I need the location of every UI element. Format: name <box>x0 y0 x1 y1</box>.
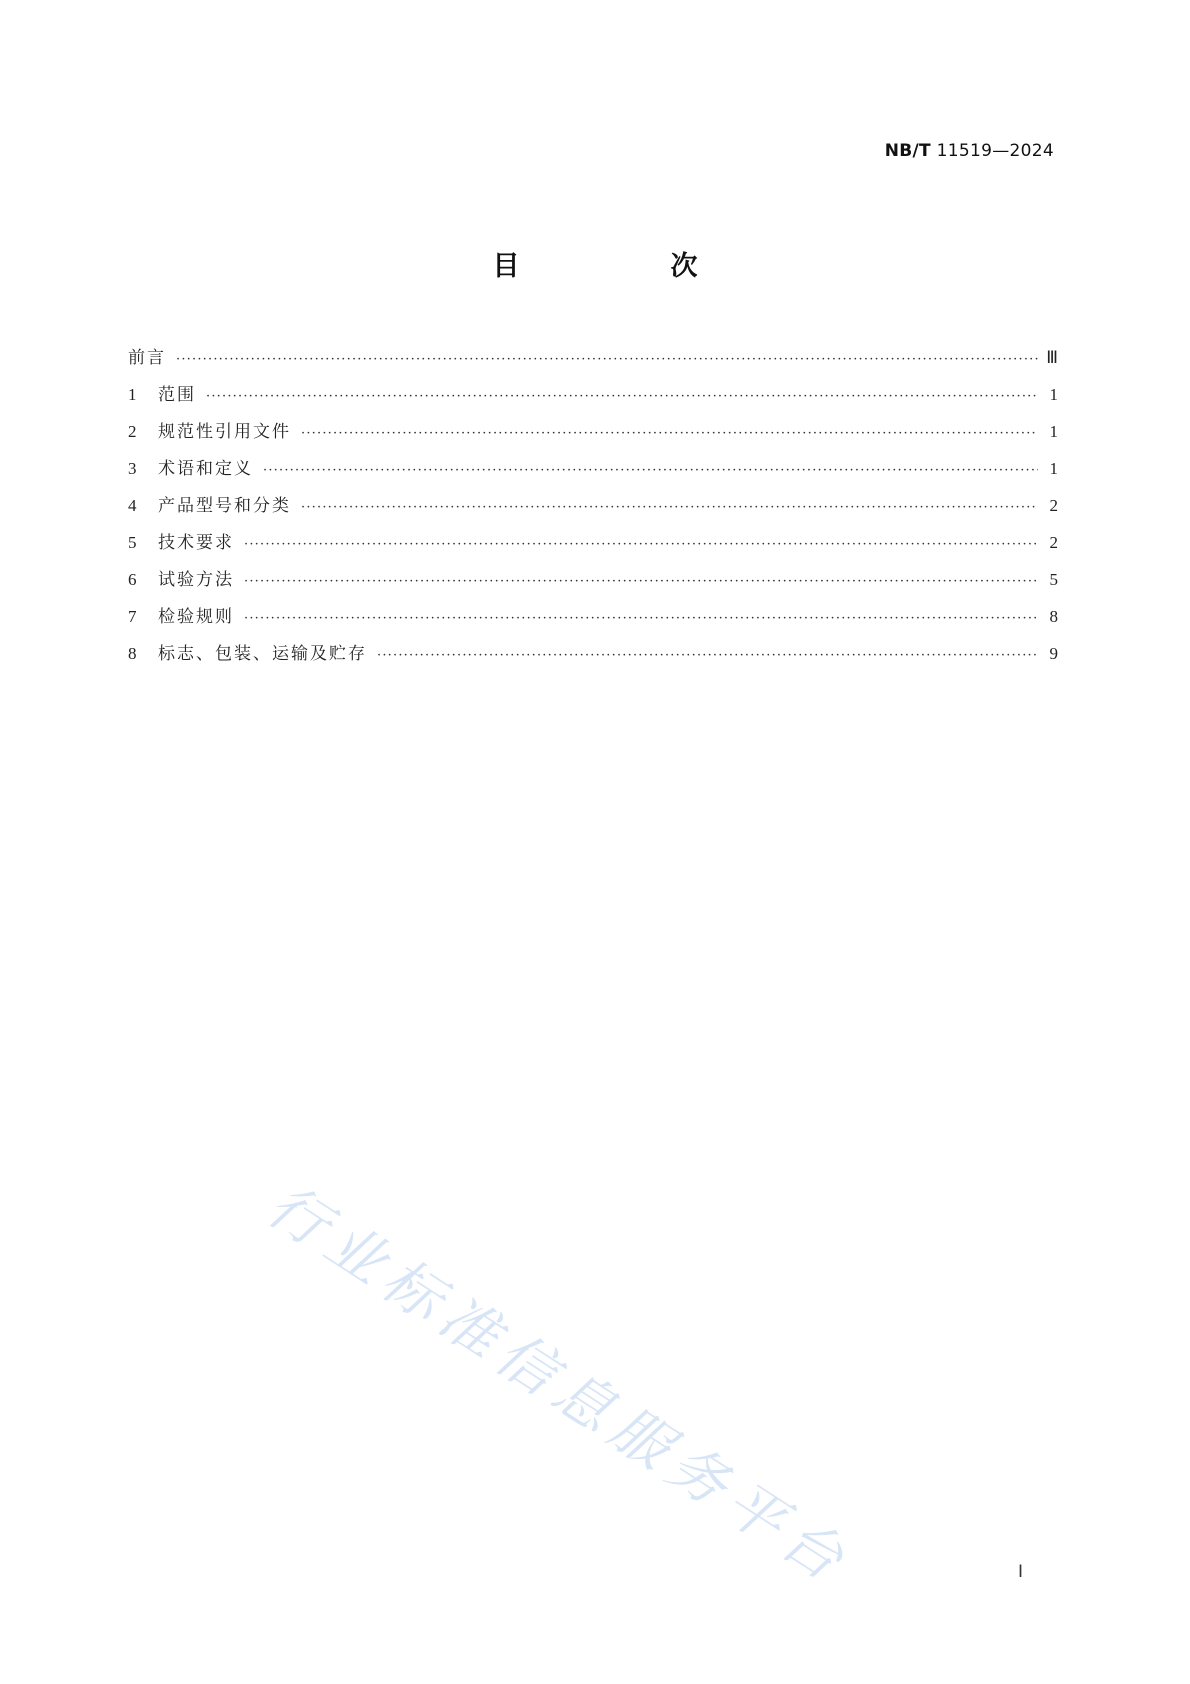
toc-entry-page: 5 <box>1049 570 1058 589</box>
toc-entry-label: 范围 <box>158 385 196 405</box>
page-number: Ⅰ <box>1018 1562 1024 1581</box>
toc-entry-number: 3 <box>128 459 137 478</box>
toc-leader-dots <box>301 426 1038 441</box>
toc-entry-label: 前言 <box>128 348 166 368</box>
toc-leader-dots <box>263 463 1038 478</box>
standard-code <box>885 141 1054 161</box>
toc-leader-dots <box>244 574 1038 589</box>
toc-entry-label: 产品型号和分类 <box>158 496 291 516</box>
toc-entry-label: 标志、包装、运输及贮存 <box>158 644 367 664</box>
toc-leader-dots <box>176 352 1038 367</box>
toc-leader-dots <box>206 389 1038 404</box>
watermark: 行业标准信息服务平台 <box>255 1170 864 1599</box>
toc-entry-label: 试验方法 <box>158 570 234 590</box>
toc-entry-number: 6 <box>128 570 137 589</box>
toc-entry-4[interactable] <box>128 491 1058 528</box>
toc-entry-label: 规范性引用文件 <box>158 422 291 442</box>
toc-entry-1[interactable] <box>128 380 1058 417</box>
toc-entry-7[interactable] <box>128 602 1058 639</box>
page-title: 目 次 <box>492 251 760 282</box>
toc-entry-page: 9 <box>1049 644 1058 663</box>
toc-leader-dots <box>244 611 1038 626</box>
standard-prefix: NB/T <box>884 141 931 161</box>
toc-entry-page: 1 <box>1049 422 1058 441</box>
toc-entry-label: 检验规则 <box>158 607 234 627</box>
toc-entry-number: 8 <box>128 644 137 663</box>
standard-number: 11519—2024 <box>936 141 1054 161</box>
toc-entry-6[interactable] <box>128 565 1058 602</box>
toc-entry-page: 2 <box>1049 533 1058 552</box>
toc-entry-5[interactable] <box>128 528 1058 565</box>
toc-entry-number: 7 <box>128 607 137 626</box>
toc-entry-3[interactable] <box>128 454 1058 491</box>
toc-entry-page: 8 <box>1049 607 1058 626</box>
toc-entry-8[interactable] <box>128 639 1058 676</box>
toc-entry-foreword[interactable] <box>128 343 1058 380</box>
toc-entry-number: 1 <box>128 385 137 404</box>
toc-entry-page: Ⅲ <box>1046 348 1058 367</box>
toc-entry-label: 技术要求 <box>158 533 234 553</box>
toc-entry-2[interactable] <box>128 417 1058 454</box>
toc-entry-number: 4 <box>128 496 137 515</box>
toc-entry-page: 1 <box>1049 459 1058 478</box>
toc-entry-number: 5 <box>128 533 137 552</box>
toc-entry-page: 2 <box>1049 496 1058 515</box>
toc-entry-page: 1 <box>1049 385 1058 404</box>
toc-leader-dots <box>244 537 1038 552</box>
table-of-contents <box>128 343 1058 676</box>
toc-entry-label: 术语和定义 <box>158 459 253 479</box>
toc-entry-number: 2 <box>128 422 137 441</box>
toc-leader-dots <box>377 648 1038 663</box>
toc-leader-dots <box>301 500 1038 515</box>
